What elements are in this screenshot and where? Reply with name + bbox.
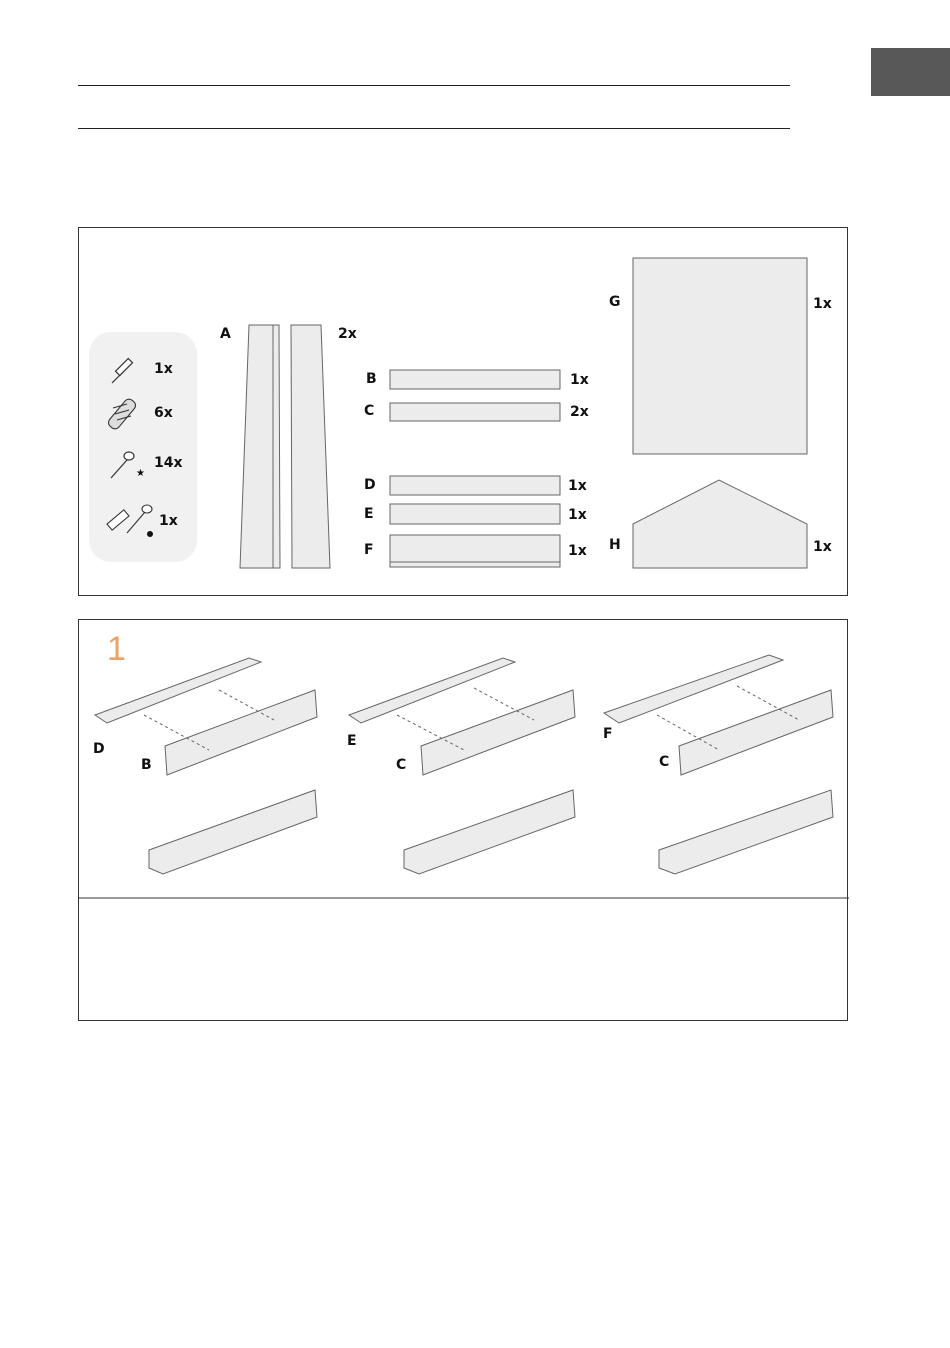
step-1-illustration: [79, 620, 849, 1022]
qty-dowel: 6x: [154, 405, 173, 421]
board-c-exploded-2: [679, 690, 833, 775]
part-g-panel: [633, 258, 807, 454]
step1-label-d: D: [93, 741, 105, 757]
step1-label-e: E: [347, 733, 357, 749]
part-letter-a: A: [220, 326, 231, 342]
qty-plug: 1x: [159, 513, 178, 529]
step1-label-c-2: C: [659, 754, 670, 770]
part-letter-d: D: [364, 477, 376, 493]
part-f-panel: [390, 535, 560, 567]
part-d-panel: [390, 476, 560, 495]
part-qty-f: 1x: [568, 543, 587, 559]
part-letter-f: F: [364, 542, 374, 558]
part-qty-g: 1x: [813, 296, 832, 312]
part-e-panel: [390, 504, 560, 524]
part-letter-h: H: [609, 537, 621, 553]
header-rule-top: [78, 85, 790, 86]
step-number: 1: [107, 630, 126, 668]
qty-screwdriver: 1x: [154, 361, 173, 377]
part-letter-b: B: [366, 371, 377, 387]
qty-screw: 14x: [154, 455, 183, 471]
assembly-1-result: [149, 790, 317, 874]
header-rule-bottom: [78, 128, 790, 129]
step1-label-b: B: [141, 757, 152, 773]
hardware-panel: [89, 332, 197, 562]
part-letter-g: G: [609, 294, 621, 310]
step-1-panel: [78, 619, 848, 1021]
part-qty-e: 1x: [568, 507, 587, 523]
step1-label-c-1: C: [396, 757, 407, 773]
part-letter-c: C: [364, 403, 375, 419]
board-c-exploded-1: [421, 690, 575, 775]
part-qty-d: 1x: [568, 478, 587, 494]
part-a-boards: [240, 325, 330, 568]
step1-label-f: F: [603, 726, 613, 742]
board-f-exploded: [604, 655, 783, 723]
assembly-2-result: [404, 790, 575, 874]
part-b-panel: [390, 370, 560, 389]
part-letter-e: E: [364, 506, 374, 522]
part-qty-a: 2x: [338, 326, 357, 342]
board-e-exploded: [349, 658, 515, 723]
section-tab: [871, 48, 950, 96]
parts-illustration: [79, 228, 849, 597]
parts-list-panel: [78, 227, 848, 596]
assembly-3-result: [659, 790, 833, 874]
part-h-panel: [633, 480, 807, 568]
part-qty-b: 1x: [570, 372, 589, 388]
part-c-panel: [390, 403, 560, 421]
part-qty-h: 1x: [813, 539, 832, 555]
board-b-exploded: [165, 690, 317, 775]
svg-text:★: ★: [136, 468, 145, 479]
part-qty-c: 2x: [570, 404, 589, 420]
